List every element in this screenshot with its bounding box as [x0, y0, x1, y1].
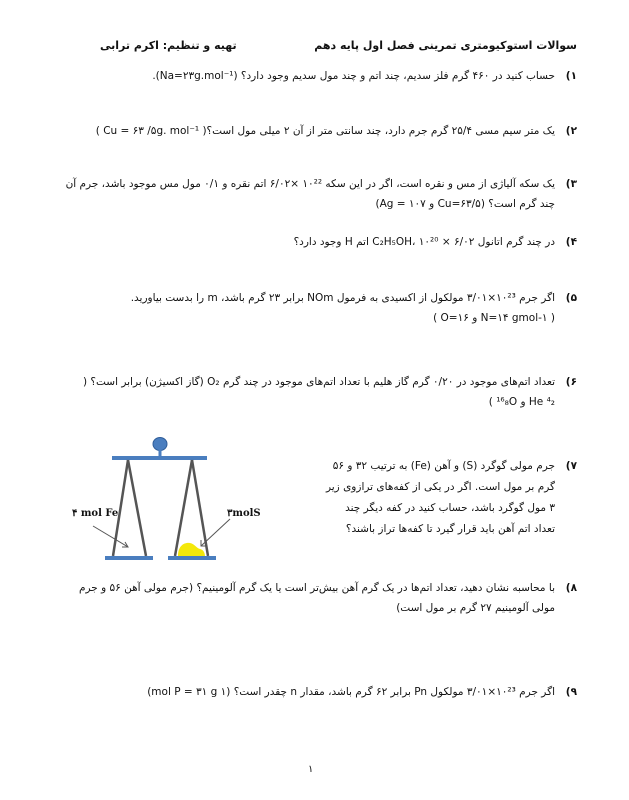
question-3: [57, 174, 577, 214]
question-5: [57, 288, 577, 328]
question-number: ۹): [565, 686, 577, 698]
question-text: اگر جرم ۱۰²³×۳/۰۱ مولکول از اکسیدی به فرمول NOm برابر ۲۳ گرم باشد، m را بدست بیاورید.: [130, 292, 555, 304]
question-text-line-2: He ⁴₂ و ¹⁶₈O ): [488, 396, 555, 408]
question-number: ۲): [565, 125, 577, 137]
question-2: [57, 121, 577, 141]
question-text: با محاسبه نشان دهید، تعداد اتم‌ها در یک گرم آهن بیش‌تر است یا یک گرم آلومینیم؟ (جرم مولی آهن ۵۶ و جرم: [78, 582, 555, 594]
question-text: جرم مولی گوگرد (S) و آهن (Fe) به ترتیب ۳۲ و ۵۶ گرم بر مول است. اگر در یکی از کفه‌های ترازوی زیر ۳ مول گوگرد باشد، حساب کنید در کفه دیگر چند تعداد اتم آهن باید قرار گیرد تا کفه‌ها تراز باشند؟: [325, 460, 555, 535]
question-number: ۴): [565, 236, 577, 248]
question-number: ۸): [565, 582, 577, 594]
question-number: ۷): [565, 460, 577, 472]
question-text: یک سکه آلیاژی از مس و نقره است، اگر در این سکه ۱۰²² ×۶/۰۲ اتم نقره و ۰/۱ مول مس موجود باشد، جرم آن: [65, 178, 555, 190]
balance-beam: [112, 456, 207, 460]
right-pan-strings: [175, 460, 208, 556]
balance-scale-figure: [60, 432, 280, 567]
worksheet-title: سوالات استوکیومتری تمرینی فصل اول پایه دهم: [314, 39, 577, 52]
question-1: [57, 66, 577, 86]
author-credit: تهیه و تنظیم: اکرم ترابی: [100, 39, 237, 52]
question-text: در چند گرم اتانول C₂H₅OH، ۱۰²⁰ × ۶/۰۲ اتم H وجود دارد؟: [293, 236, 555, 248]
question-text-line-2: چند گرم است؟ (Cu=۶۳/۵ و Ag = ۱۰۷): [375, 198, 555, 210]
right-pan: [168, 556, 216, 560]
balance-knob-icon: [153, 438, 167, 457]
question-number: ۱): [565, 70, 577, 82]
left-arrow-icon: [93, 526, 128, 547]
page-number: ۱: [308, 764, 314, 775]
question-7: [317, 456, 577, 540]
question-number: ۳): [565, 178, 577, 190]
left-pan: [105, 556, 153, 560]
question-number: ۶): [565, 376, 577, 388]
question-text: حساب کنید در ۴۶۰ گرم فلز سدیم، چند اتم و چند مول سدیم وجود دارد؟ (Na=۲۳g.mol⁻¹).: [152, 70, 555, 82]
question-4: [57, 232, 577, 252]
question-6: [37, 372, 577, 412]
question-8: [37, 578, 577, 618]
question-text: تعداد اتم‌های موجود در ۰/۲۰ گرم گاز هلیم با تعداد اتم‌های موجود در چند گرم O₂ (گاز اکسیژن) برابر است؟ (: [82, 376, 555, 388]
right-pan-label: ۳molS: [227, 508, 261, 519]
question-9: [57, 682, 577, 702]
left-pan-label: ۴ mol Fe: [72, 508, 119, 519]
question-text-line-2: ( N=۱۴ gmol-۱ و O=۱۶ ): [433, 312, 555, 324]
question-text: یک متر سیم مسی ۲۵/۴ گرم جرم دارد، چند سانتی متر از آن ۲ میلی مول است؟( Cu = ۶۳ /۵g. mol⁻¹ ): [95, 125, 555, 137]
question-number: ۵): [565, 292, 577, 304]
question-text: اگر جرم ۱۰²³×۳/۰۱ مولکول Pn برابر ۶۲ گرم باشد، مقدار n چقدر است؟ (۱ mol P = ۳۱ g): [147, 686, 555, 698]
question-text-line-2: مولی آلومینیم ۲۷ گرم بر مول است): [396, 602, 555, 614]
